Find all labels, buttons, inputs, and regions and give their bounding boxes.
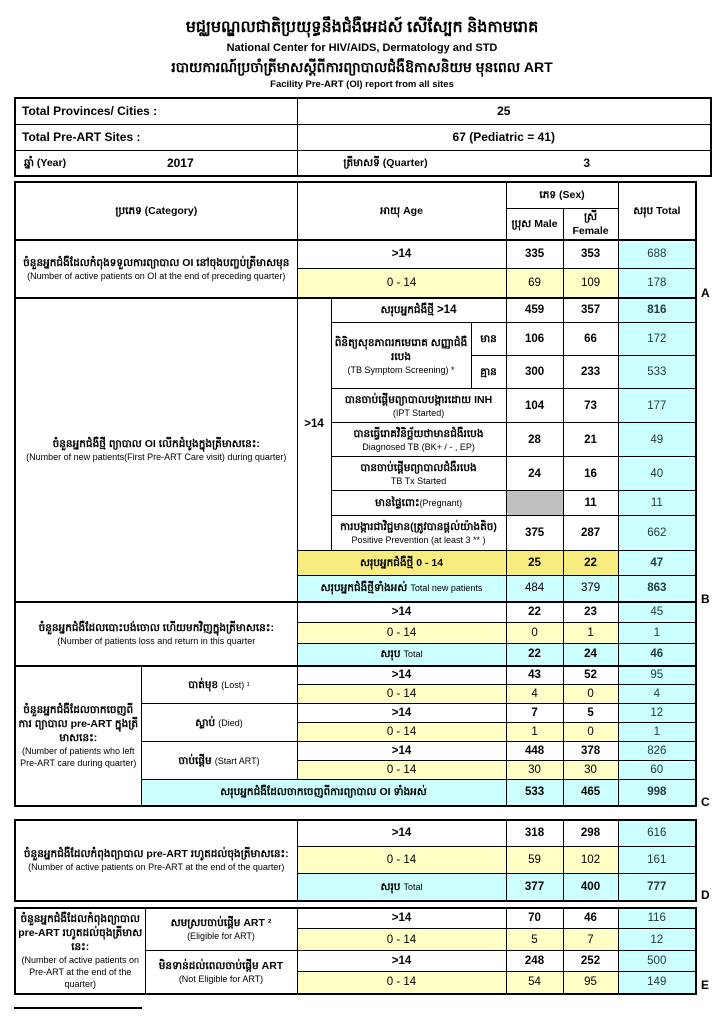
cell-A-over14-total: 688	[618, 240, 696, 269]
row-new-over14-label	[331, 298, 506, 323]
cell-D-under14-total: 161	[618, 847, 696, 874]
cell-diagtb-male: 28	[506, 423, 563, 457]
cell-D-over14-total: 616	[618, 820, 696, 847]
report-title-english: Facility Pre-ART (OI) report from all sites	[270, 79, 454, 90]
cell-lost-over14-total: 95	[618, 666, 696, 685]
quarter-value: 3	[583, 155, 591, 170]
lost-label-english: (Lost) ¹	[221, 679, 250, 690]
cell-loss-over14-total: 45	[618, 602, 696, 623]
cell-D-over14-male: 318	[506, 820, 563, 847]
cell-newover14-female: 357	[563, 298, 618, 323]
cell-loss-total-male: 22	[506, 644, 563, 666]
tb-none-label: គ្មាន	[471, 356, 506, 389]
cell-startart-under14-female: 30	[563, 761, 618, 780]
cell-elig-under14-male: 5	[506, 929, 563, 951]
loss-total-label-khmer: សរុប	[380, 648, 401, 661]
cell-D-over14-female: 298	[563, 820, 618, 847]
age-under14: 0 - 14	[297, 761, 506, 780]
cell-C-total-female: 465	[563, 780, 618, 806]
positive-prevention-label	[331, 516, 506, 551]
row-marker-C: C	[701, 795, 710, 809]
loss-total-label-english: Total	[403, 649, 423, 660]
sectionD-label-khmer: ចំនួនអ្នកជំងឺដែលកំពុងព្យាបាល pre-ART រហូតដល់ចុងត្រីមាសនេះ:	[23, 848, 289, 860]
eligible-label	[145, 908, 297, 951]
new-over14-age: >14	[436, 304, 457, 317]
table-row	[15, 124, 711, 150]
eligible-label-english: (Eligible for ART)	[187, 931, 255, 942]
cell-tbhave-female: 66	[563, 323, 618, 356]
cell-notelig-over14-total: 500	[618, 951, 696, 972]
cell-lost-under14-female: 0	[563, 685, 618, 704]
age-under14: 0 - 14	[297, 847, 506, 874]
cell-A-over14-male: 335	[506, 240, 563, 269]
eligible-label-khmer: សមស្របចាប់ផ្តើម ART ²	[170, 917, 272, 930]
cell-ipt-male: 104	[506, 389, 563, 423]
loss-total-label	[297, 644, 506, 666]
cell-startart-over14-female: 378	[563, 742, 618, 761]
cell-newunder14-male: 25	[506, 551, 563, 576]
col-header-age: អាយុ Age	[297, 182, 506, 240]
cell-elig-over14-male: 70	[506, 908, 563, 929]
tb-screening-label-english: (TB Symptom Screening) *	[347, 364, 455, 375]
cell-loss-total-female: 24	[563, 644, 618, 666]
org-title-english: National Center for HIV/AIDS, Dermatology and STD	[226, 42, 498, 54]
age-under14: 0 - 14	[297, 623, 506, 644]
cell-diagtb-total: 49	[618, 423, 696, 457]
tb-tx-label-khmer: បានចាប់ផ្តើមព្យាបាលជំងឺរបេង	[360, 461, 477, 474]
ipt-label-khmer: បានចាប់ផ្តើមព្យាបាលបង្ការដោយ INH	[344, 393, 493, 406]
sectionD-total-label-english: Total	[403, 881, 423, 892]
lost-label-khmer: បាត់មុខ	[188, 678, 219, 691]
sectionE-label-english: (Number of active patients on Pre-ART at the end of the quarter)	[21, 954, 140, 989]
cell-A-over14-female: 353	[563, 240, 618, 269]
age-over14: >14	[297, 951, 506, 972]
ipt-label-english: (IPT Started)	[392, 407, 445, 418]
org-title-khmer: មជ្ឈមណ្ឌលជាតិប្រយុទ្ធនឹងជំងឺអេដស៍ សើស្បែក និងកាមរោគ	[185, 19, 539, 36]
ipt-label	[331, 389, 506, 423]
cell-startart-over14-male: 448	[506, 742, 563, 761]
cell-loss-over14-female: 23	[563, 602, 618, 623]
cell-lost-under14-male: 4	[506, 685, 563, 704]
tb-screening-label	[331, 323, 471, 389]
sectionE-table	[14, 907, 697, 995]
sectionB-label-english: (Number of new patients(First Pre-ART Care visit) during quarter)	[26, 451, 287, 462]
tb-have-label: មាន	[471, 323, 506, 356]
cell-died-over14-female: 5	[563, 704, 618, 723]
cell-C-total-male: 533	[506, 780, 563, 806]
report-title-khmer: របាយការណ៍ប្រចាំត្រីមាសស្តីពីការព្យាបាលជំងឺឱកាសនិយម មុនពេល ART	[171, 59, 553, 75]
table-row	[15, 602, 696, 623]
age-over14: >14	[297, 666, 506, 685]
cell-pregnant-total: 11	[618, 491, 696, 516]
col-header-female: ស្រី Female	[563, 208, 618, 240]
age-under14: 0 - 14	[297, 929, 506, 951]
col-header-sex: ភេទ (Sex)	[506, 182, 618, 208]
not-eligible-label	[145, 951, 297, 994]
cell-notelig-under14-male: 54	[506, 972, 563, 994]
cell-died-under14-total: 1	[618, 723, 696, 742]
cell-posprev-female: 287	[563, 516, 618, 551]
cell-tbtx-female: 16	[563, 457, 618, 491]
cell-tbtx-total: 40	[618, 457, 696, 491]
sectionD-table	[14, 819, 697, 902]
pregnant-label-english: (Pregnant)	[419, 498, 463, 508]
cell-lost-under14-total: 4	[618, 685, 696, 704]
cell-totalnew-female: 379	[563, 576, 618, 602]
quarter-cell	[297, 150, 711, 176]
cell-elig-under14-total: 12	[618, 929, 696, 951]
provinces-label: Total Provinces/ Cities :	[15, 98, 297, 124]
sectionA-label-khmer: ចំនួនអ្នកជំងឺដែលកំពុងទទួលការព្យាបាល OI នៅចុងបញ្ចប់ត្រីមាសមុន	[23, 256, 290, 269]
sectionD-label-english: (Number of active patients on Pre-ART at the end of the quarter)	[28, 862, 285, 872]
cell-tbnone-total: 533	[618, 356, 696, 389]
cell-notelig-under14-female: 95	[563, 972, 618, 994]
main-table	[14, 181, 697, 807]
pregnant-label-khmer: មានផ្ទៃពោះ	[374, 497, 420, 509]
age-over14: >14	[297, 602, 506, 623]
footnote-rule	[14, 1007, 142, 1009]
positive-prevention-label-english: Positive Prevention (at least 3 ** )	[351, 535, 486, 545]
start-art-label	[141, 742, 297, 780]
tb-tx-label	[331, 457, 506, 491]
cell-D-under14-male: 59	[506, 847, 563, 874]
sectionB-label-khmer: ចំនួនអ្នកជំងឺថ្មី ព្យាបាល OI លើកដំបូងក្នុងត្រីមាសនេះ:	[52, 437, 260, 450]
cell-A-under14-male: 69	[506, 269, 563, 298]
provinces-value: 25	[297, 98, 711, 124]
cell-ipt-total: 177	[618, 389, 696, 423]
pregnant-label	[331, 491, 506, 516]
sectionD-total-label-khmer: សរុប	[380, 880, 401, 893]
diagnosed-tb-label-khmer: បានធ្វើរោគវិនិច្ឆ័យថាមានជំងឺរបេង	[353, 427, 484, 440]
cell-tbhave-male: 106	[506, 323, 563, 356]
tb-screening-label-khmer: ពិនិត្យសុខភាពរកមេរោគ សញ្ញាជំងឺរបេង	[334, 336, 468, 363]
row-marker-D: D	[701, 888, 710, 902]
age-over14: >14	[297, 908, 506, 929]
sectionA-label-english: (Number of active patients on OI at the end of preceding quarter)	[27, 270, 286, 281]
cell-notelig-over14-female: 252	[563, 951, 618, 972]
start-art-label-english: (Start ART)	[214, 755, 260, 766]
quarter-label: ត្រីមាសទី (Quarter)	[343, 156, 428, 169]
died-label	[141, 704, 297, 742]
cell-loss-under14-male: 0	[506, 623, 563, 644]
table-row	[15, 820, 696, 847]
cell-posprev-total: 662	[618, 516, 696, 551]
col-header-total: សរុប Total	[618, 182, 696, 240]
cell-tbnone-female: 233	[563, 356, 618, 389]
sectionE-category	[15, 908, 145, 994]
cell-ipt-female: 73	[563, 389, 618, 423]
tb-tx-label-english: TB Tx Started	[390, 475, 447, 486]
table-row	[15, 240, 696, 269]
age-over14: >14	[297, 820, 506, 847]
year-label: ឆ្នាំ (Year)	[24, 156, 67, 169]
cell-loss-over14-male: 22	[506, 602, 563, 623]
cell-elig-over14-total: 116	[618, 908, 696, 929]
row-marker-E: E	[701, 978, 710, 992]
cell-elig-over14-female: 46	[563, 908, 618, 929]
positive-prevention-label-khmer: ការបង្ការជាវិជ្ជមាន(ត្រូវបានផ្តល់យ៉ាងតិច)	[340, 521, 497, 533]
cell-C-total-total: 998	[618, 780, 696, 806]
cell-died-over14-male: 7	[506, 704, 563, 723]
sites-label: Total Pre-ART Sites :	[15, 124, 297, 150]
cell-A-under14-female: 109	[563, 269, 618, 298]
cell-died-over14-total: 12	[618, 704, 696, 723]
sectionC-label-khmer: ចំនួនអ្នកជំងឺដែលចាកចេញពីការ ព្យាបាល pre-ART ក្នុងត្រីមាសនេះ:	[18, 703, 139, 744]
cell-startart-under14-male: 30	[506, 761, 563, 780]
sectionLoss-label-khmer: ចំនួនអ្នកជំងឺដែលបោះបង់ចោល ហើយមកវិញក្នុងត្រីមាសនេះ:	[38, 621, 274, 634]
new-under14-label: សរុបអ្នកជំងឺថ្មី 0 - 14	[297, 551, 506, 576]
cell-lost-over14-male: 43	[506, 666, 563, 685]
cell-startart-under14-total: 60	[618, 761, 696, 780]
diagnosed-tb-label-english: Diagnosed TB (BK+ / - , EP)	[362, 441, 475, 452]
table-row	[15, 908, 696, 929]
cell-D-total-total: 777	[618, 874, 696, 901]
cell-tbhave-total: 172	[618, 323, 696, 356]
cell-diagtb-female: 21	[563, 423, 618, 457]
cell-totalnew-male: 484	[506, 576, 563, 602]
sectionD-category	[15, 820, 297, 901]
table-row	[15, 298, 696, 323]
year-cell	[15, 150, 297, 176]
cell-newover14-total: 816	[618, 298, 696, 323]
cell-pregnant-female: 11	[563, 491, 618, 516]
cell-lost-over14-female: 52	[563, 666, 618, 685]
age-under14: 0 - 14	[297, 972, 506, 994]
sectionA-category	[15, 240, 297, 298]
table-row	[15, 98, 711, 124]
start-art-label-khmer: ចាប់ផ្តើម	[178, 754, 212, 767]
cell-startart-over14-total: 826	[618, 742, 696, 761]
age-over14: >14	[297, 240, 506, 269]
cell-A-under14-total: 178	[618, 269, 696, 298]
age-under14: 0 - 14	[297, 269, 506, 298]
cell-tbtx-male: 24	[506, 457, 563, 491]
cell-loss-under14-total: 1	[618, 623, 696, 644]
sites-value: 67 (Pediatric = 41)	[297, 124, 711, 150]
cell-loss-total-total: 46	[618, 644, 696, 666]
sectionC-label-english: (Number of patients who left Pre-ART care during quarter)	[20, 745, 137, 768]
not-eligible-label-khmer: មិនទាន់ដល់ពេលចាប់ផ្តើម ART	[158, 959, 284, 972]
cell-died-under14-male: 1	[506, 723, 563, 742]
table-row	[15, 666, 696, 685]
age-under14: 0 - 14	[297, 723, 506, 742]
total-new-label	[297, 576, 506, 602]
col-header-category: ប្រភេទ (Category)	[15, 182, 297, 240]
not-eligible-label-english: (Not Eligible for ART)	[178, 973, 264, 984]
row-marker-A: A	[701, 286, 710, 300]
sectionD-total-label	[297, 874, 506, 901]
row-marker-B: B	[701, 592, 710, 606]
age-over14: >14	[297, 704, 506, 723]
died-label-khmer: ស្លាប់	[195, 716, 216, 729]
cell-tbnone-male: 300	[506, 356, 563, 389]
sectionE-label-khmer: ចំនួនអ្នកជំងឺដែលកំពុងព្យាបាល pre-ART រហូតដល់ចុងត្រីមាសនេះ:	[18, 912, 143, 953]
lost-label	[141, 666, 297, 704]
age-under14: 0 - 14	[297, 685, 506, 704]
sectionC-category	[15, 666, 141, 806]
cell-pregnant-male-blank	[506, 491, 563, 516]
cell-D-total-male: 377	[506, 874, 563, 901]
col-header-male: ប្រុស Male	[506, 208, 563, 240]
sectionC-total-label: សរុបអ្នកជំងឺដែលចាកចេញពីការព្យាបាល OI ទាំងអស់	[141, 780, 506, 806]
age-over14: >14	[297, 742, 506, 761]
died-label-english: (Died)	[218, 717, 243, 728]
table-row	[15, 150, 711, 176]
new-over14-label-khmer: សរុបអ្នកជំងឺថ្មី	[380, 304, 434, 317]
sectionB-category	[15, 298, 297, 602]
cell-died-under14-female: 0	[563, 723, 618, 742]
info-table	[14, 97, 712, 177]
cell-D-total-female: 400	[563, 874, 618, 901]
cell-elig-under14-female: 7	[563, 929, 618, 951]
diagnosed-tb-label	[331, 423, 506, 457]
cell-loss-under14-female: 1	[563, 623, 618, 644]
report-header	[0, 0, 724, 92]
cell-notelig-over14-male: 248	[506, 951, 563, 972]
cell-D-under14-female: 102	[563, 847, 618, 874]
sectionLoss-category	[15, 602, 297, 666]
cell-posprev-male: 375	[506, 516, 563, 551]
sectionB-age-over14: >14	[297, 298, 331, 551]
cell-newover14-male: 459	[506, 298, 563, 323]
cell-totalnew-total: 863	[618, 576, 696, 602]
header-row	[15, 182, 696, 208]
cell-newunder14-total: 47	[618, 551, 696, 576]
year-value: 2017	[166, 155, 194, 170]
cell-notelig-under14-total: 149	[618, 972, 696, 994]
sectionLoss-label-english: (Number of patients loss and return in this quarter	[57, 635, 256, 646]
total-new-label-khmer: សរុបអ្នកជំងឺថ្មីទាំងអស់	[320, 582, 408, 595]
cell-newunder14-female: 22	[563, 551, 618, 576]
total-new-label-english: Total new patients	[410, 583, 483, 594]
